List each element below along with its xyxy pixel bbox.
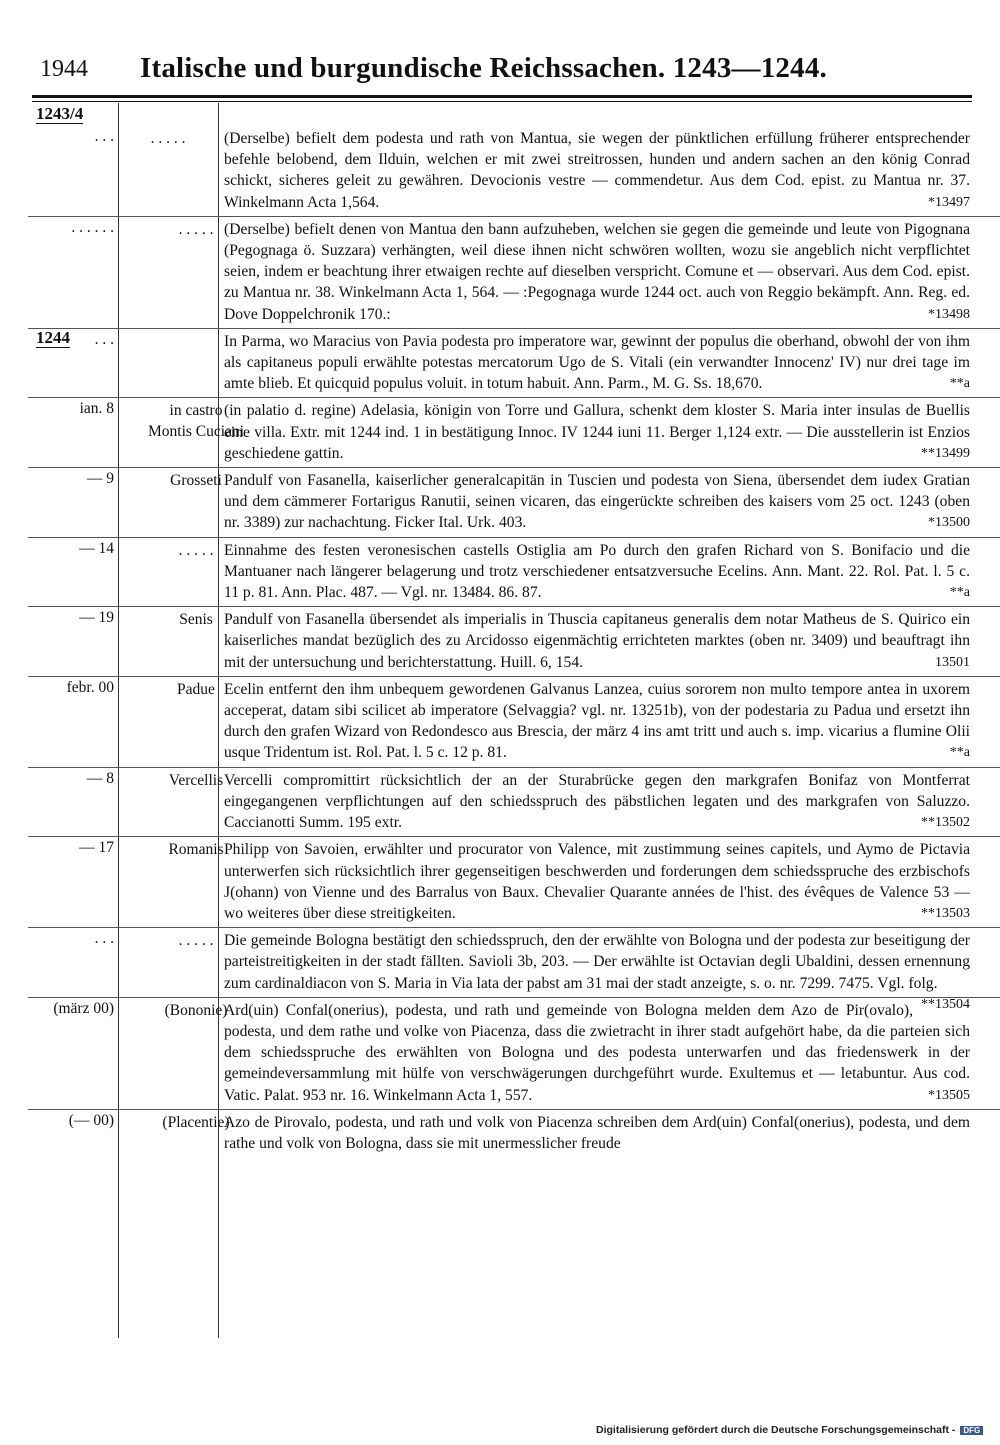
entry-row <box>28 467 1000 537</box>
entry-place: . . . . . <box>150 130 186 147</box>
entry-text <box>224 329 970 398</box>
footer-text: Digitalisierung gefördert durch die Deutsche Forschungsgemeinschaft - <box>596 1424 956 1436</box>
entry-number: **13502 <box>921 815 970 831</box>
entry-body: Ard(uin) Confal(onerius), podesta, und rath und gemeinde von Bologna melden dem Azo de Pir(ovalo), podesta, und dem rathe und volke von Piacenza, dass die zwietracht in ihrer stadt aufgehört habe, da die parteien sich dem schiedsspruche des erwählten von Bologna und des podesta unterwarfen und das friedenswerk in der gemeindeversammlung mit hülfe von verschwägerungen durchgeführt wurde. Exultemus et — letabuntur. Aus cod. Vatic. Palat. 953 nr. 16. Winkelmann Acta 1, 557. <box>224 1001 970 1104</box>
entry-place: in castro Montis Cuciani <box>148 402 245 441</box>
entry-text <box>224 607 970 676</box>
entry-date: . . . <box>94 930 114 948</box>
entry-place: Padue <box>177 680 215 698</box>
entry-date: (märz 00) <box>53 999 114 1017</box>
page-number: 1944 <box>40 56 88 82</box>
entry-row <box>0 126 1000 216</box>
entry-body: Pandulf von Fasanella, kaiserlicher generalcapitän in Tuscien und podesta von Siena, übersendet dem iudex Gratian und dem cämmerer Fortarigus Ranutii, seinen vicaren, das eingerückte schreiben des kaisers vom 25 oct. 1243 (oben nr. 3389) zur nachachtung. Ficker Ital. Urk. 403. <box>224 472 970 532</box>
entry-text <box>224 126 970 216</box>
entry-place: . . . . . <box>178 541 214 559</box>
entry-number: **13504 <box>921 996 970 1012</box>
entry-body: Azo de Pirovalo, podesta, und rath und volk von Piacenza schreiben dem Ard(uin) Confal(onerius), podesta, und dem rathe und volk von Bologna, dass sie mit unermesslicher freude <box>224 1113 970 1152</box>
entry-row <box>28 606 1000 676</box>
entry-date: ian. 8 <box>79 400 114 418</box>
entry-place: Grosseti <box>170 472 222 490</box>
entry-body: Die gemeinde Bologna bestätigt den schiedsspruch, den der erwählte von Bologna und der podesta zur beseitigung der parteistreitigkeiten in der stadt fällten. Savioli 3b, 203. — Der erwählte ist Octavian degli Ubaldini, dessen ernennung zum cardinaldiacon von S. Maria in Via lata der pabst am 31 mai der stadt anzeigte, s. o. nr. 7299. 7475. Vgl. folg. <box>224 932 970 992</box>
entry-text <box>224 538 970 607</box>
entry-body: Pandulf von Fasanella übersendet als imperialis in Thuscia capitaneus generalis dem notar Matheus de S. Quirico ein kaiserliches mandat bezüglich des zu Arcidosso eigenmächtig errichteten marktes (oben nr. 3409) und beauftragt ihn mit der untersuchung und berichterstattung. Huill. 6, 154. <box>224 611 970 671</box>
entry-number: **a <box>949 745 970 761</box>
entry-place: . . . . . <box>178 220 214 238</box>
entry-row <box>28 537 1000 607</box>
regesta-list <box>0 126 1000 1157</box>
entry-date: . . . <box>94 128 114 145</box>
page-title: Italische und burgundische Reichssachen. 1243—1244. <box>140 52 827 84</box>
entry-number: **a <box>949 376 970 392</box>
header-rule-thick <box>32 95 972 98</box>
entry-text <box>224 677 970 767</box>
year-label: 1244 <box>36 328 70 347</box>
entry-text <box>224 998 970 1109</box>
entry-date: (— 00) <box>68 1111 114 1129</box>
entry-body: (Derselbe) befielt dem podesta und rath von Mantua, sie wegen der pünktlichen erfüllung früherer entsprechender befehle belobend, dem Ilduin, welchen er mit zwei streitrossen, hunden und andern sachen an den könig Conrad schickt, sicheres geleit zu gewähren. Devocionis vestre — commendetur. Aus dem Cod. epist. zu Mantua nr. 37. Winkelmann Acta 1,564. <box>224 130 970 211</box>
header-rule-thin <box>32 101 972 102</box>
entry-text <box>224 928 970 1012</box>
entry-row <box>28 328 1000 398</box>
entry-number: **13499 <box>921 445 970 461</box>
entry-number: **a <box>949 585 970 601</box>
entry-body: Vercelli compromittirt rücksichtlich der an der Sturabrücke gegen den markgrafen Bonifaz von Montferrat eingegangenen verpflichtungen auf den schiedsspruch des päbstlichen legaten und des markgrafen von Saluzzo. Caccianotti Summ. 195 extr. <box>224 771 970 832</box>
running-header <box>32 52 972 92</box>
entry-date: — 17 <box>79 839 114 857</box>
entry-text <box>224 768 970 837</box>
entry-place: Romanis <box>168 841 224 859</box>
entry-text <box>224 468 970 537</box>
entry-row <box>28 216 1000 328</box>
entry-date: . . . <box>94 330 114 348</box>
entry-date: . . . . . . <box>71 218 114 236</box>
entry-number: *13505 <box>928 1087 970 1103</box>
entry-body: Einnahme des festen veronesischen castells Ostiglia am Po durch den grafen Richard von S. Bonifacio und die Mantuaner nach längerer belagerung und trotz verschiedener entsatzversuche Ecelins. Ann. Mant. 22. Rol. Pat. l. 5 c. 11 p. 81. Ann. Plac. 487. — Vgl. nr. 13484. 86. 87. <box>224 541 970 602</box>
entry-place: (Placentie) <box>162 1113 230 1131</box>
entry-place: (Bononie) <box>164 1001 228 1019</box>
entry-date: — 19 <box>79 609 114 627</box>
entry-number: *13498 <box>928 306 970 322</box>
dfg-logo: DFG <box>960 1426 983 1435</box>
entry-row <box>28 397 1000 467</box>
entry-date: febr. 00 <box>66 678 114 696</box>
entry-place: Vercellis <box>168 771 224 789</box>
entry-row <box>28 676 1000 767</box>
entry-row <box>28 1109 1000 1157</box>
entry-row <box>28 997 1000 1109</box>
entry-body: Ecelin entfernt den ihm unbequem gewordenen Galvanus Lanzea, cuius sororem non multo tempore antea in uxorem acceperat, datam sibi scilicet ab imperatore (Selvaggia? vgl. nr. 13251b), von der podestaria zu Padua und ersetzt ihn durch den grafen Wizard von Redondesco aus Brescia, der märz 4 ins amt tritt und auch s. imp. vicarius a flumine Olii usque Tridentum ist. Rol. Pat. l. 5 c. 12 p. 81. <box>224 680 970 762</box>
entry-number: **13503 <box>921 905 970 921</box>
entry-number: *13497 <box>928 194 970 210</box>
entry-body: (in palatio d. regine) Adelasia, königin von Torre und Gallura, schenkt dem kloster S. Maria inter insulas de Buellis eine villa. Extr. mit 1244 ind. 1 in bestätigung Innoc. IV 1244 iuni 11. Berger 1,124 extr. — Die ausstellerin ist Enzios geschiedene gattin. <box>224 402 970 462</box>
entry-date: — 8 <box>86 769 114 787</box>
entry-body: Philipp von Savoien, erwählter und procurator von Valence, mit zustimmung seines capitels, und Aymo de Pictavia unterwerfen sich rücksichtlich ihrer gegenseitigen beschwerden und forderungen dem schiedsspruche des erzbischofs J(ohann) von Vienne und des Barralus von Baux. Chevalier Quarante années de l'hist. des évêques de Valence 53 — wo weiteres über diese streitigkeiten. <box>224 841 970 922</box>
year-label: 1243/4 <box>36 104 84 123</box>
entry-number: *13500 <box>928 515 970 531</box>
entry-place: Senis <box>179 611 213 629</box>
entry-date: — 9 <box>86 470 114 488</box>
entry-date: — 14 <box>79 539 114 557</box>
entry-row <box>28 836 1000 927</box>
entry-row <box>28 767 1000 837</box>
footer-credit <box>596 1424 983 1436</box>
entry-text <box>224 217 970 328</box>
entry-body: In Parma, wo Maracius von Pavia podesta pro imperatore war, gewinnt der populus die oberhand, obwohl der von ihm als capitaneus populi erwählte potestas mercatorum Ugo de S. Vitali (ein verwandter Innocenz' IV) nur drei tage im amte blieb. Et quicquid populus voluit. in totum habuit. Ann. Parm., M. G. Ss. 18,670. <box>224 332 970 393</box>
entry-text <box>224 398 970 467</box>
entry-body: (Derselbe) befielt denen von Mantua den bann aufzuheben, welchen sie gegen die gemeinde und leute von Pigognana (Pegognaga ö. Suzzara) verhängten, weil diese ihnen nicht schwören wollten, wozu sie angeblich nicht verpflichtet seien, indem er beachtung ihrer etwaigen rechte auf dieselben verspricht. Comune et — observari. Aus dem Cod. epist. zu Mantua nr. 38. Winkelmann Acta 1, 564. — :Pegognaga wurde 1244 oct. auch von Reggio bekämpft. Ann. Reg. ed. Dove Doppelchronik 170.: <box>224 220 970 323</box>
entry-number: 13501 <box>935 654 970 670</box>
entry-place: . . . . . <box>178 932 214 950</box>
entry-text <box>224 1110 970 1157</box>
entry-text <box>224 837 970 927</box>
